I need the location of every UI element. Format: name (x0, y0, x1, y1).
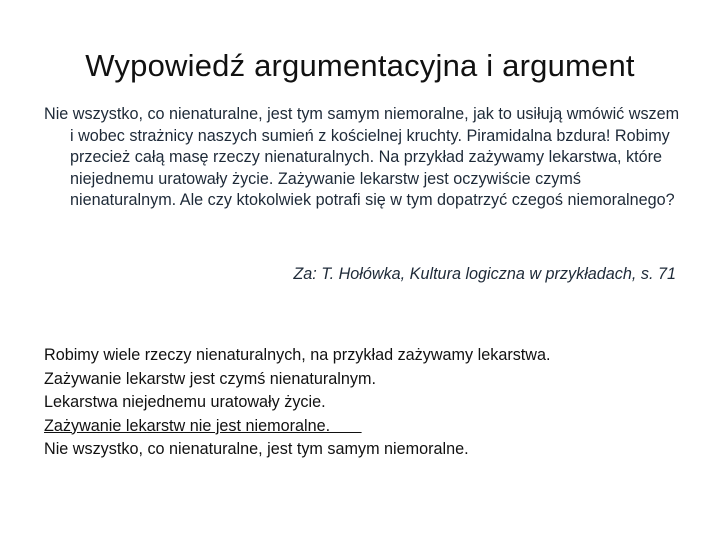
conclusion: Nie wszystko, co nienaturalne, jest tym samym niemoralne. (44, 440, 469, 458)
quote-paragraph: Nie wszystko, co nienaturalne, jest tym samym niemoralne, jak to usiłują wmówić wszem i wobec strażnicy naszych sumień z kościelnej kruchty. Piramidalna bzdura! Robimy przecież całą masę rzeczy nienaturalnych. Na przykład zażywamy lekarstwa, które niejednemu uratowały życie. Zażywanie lekarstw jest oczywiście czymś nienaturalnym. Ale czy ktokolwiek potrafi się w tym dopatrzyć czegoś niemoralnego? (44, 105, 680, 209)
slide-title: Wypowiedź argumentacyjna i argument (85, 48, 635, 83)
premise-3: Lekarstwa niejednemu uratowały życie. (44, 393, 326, 411)
premise-1: Robimy wiele rzeczy nienaturalnych, na przykład zażywamy lekarstwa. (44, 346, 551, 364)
premise-4: Zażywanie lekarstw nie jest niemoralne. (44, 416, 362, 435)
premise-2: Zażywanie lekarstw jest czymś nienaturalnym. (44, 369, 376, 388)
citation: Za: T. Hołówka, Kultura logiczna w przykładach, s. 71 (293, 265, 676, 283)
argument-block (44, 344, 684, 462)
